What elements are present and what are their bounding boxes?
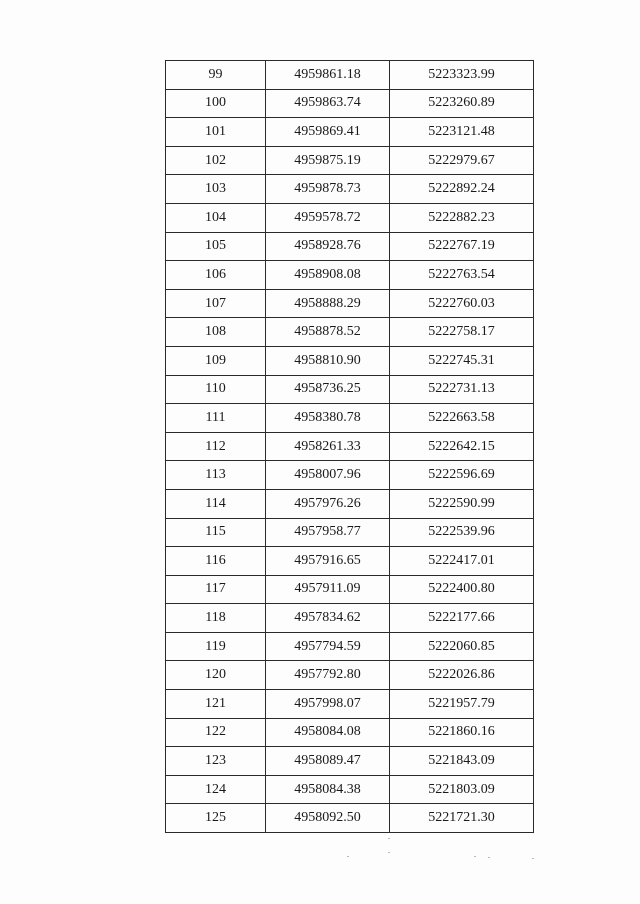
y-coordinate-cell: 5222590.99 xyxy=(390,489,534,518)
x-coordinate-cell: 4958878.52 xyxy=(266,318,390,347)
y-coordinate-cell: 5222177.66 xyxy=(390,604,534,633)
y-coordinate-cell: 5222767.19 xyxy=(390,232,534,261)
x-coordinate-cell: 4958261.33 xyxy=(266,432,390,461)
y-coordinate-cell: 5222760.03 xyxy=(390,289,534,318)
x-coordinate-cell: 4959875.19 xyxy=(266,146,390,175)
table-row xyxy=(166,747,534,776)
point-number-cell: 99 xyxy=(166,61,266,90)
point-number-cell: 104 xyxy=(166,203,266,232)
point-number-cell: 110 xyxy=(166,375,266,404)
table-row xyxy=(166,175,534,204)
y-coordinate-cell: 5221803.09 xyxy=(390,775,534,804)
y-coordinate-cell: 5222731.13 xyxy=(390,375,534,404)
x-coordinate-cell: 4958888.29 xyxy=(266,289,390,318)
scan-speck xyxy=(347,856,349,857)
point-number-cell: 101 xyxy=(166,118,266,147)
table-row xyxy=(166,261,534,290)
x-coordinate-cell: 4957958.77 xyxy=(266,518,390,547)
table-row xyxy=(166,232,534,261)
table-row xyxy=(166,775,534,804)
x-coordinate-cell: 4957794.59 xyxy=(266,632,390,661)
point-number-cell: 120 xyxy=(166,661,266,690)
x-coordinate-cell: 4958736.25 xyxy=(266,375,390,404)
point-number-cell: 118 xyxy=(166,604,266,633)
y-coordinate-cell: 5221860.16 xyxy=(390,718,534,747)
x-coordinate-cell: 4957911.09 xyxy=(266,575,390,604)
point-number-cell: 124 xyxy=(166,775,266,804)
y-coordinate-cell: 5222745.31 xyxy=(390,346,534,375)
y-coordinate-cell: 5223121.48 xyxy=(390,118,534,147)
point-number-cell: 105 xyxy=(166,232,266,261)
x-coordinate-cell: 4957976.26 xyxy=(266,489,390,518)
x-coordinate-cell: 4959578.72 xyxy=(266,203,390,232)
table-row xyxy=(166,432,534,461)
point-number-cell: 112 xyxy=(166,432,266,461)
x-coordinate-cell: 4959861.18 xyxy=(266,61,390,90)
y-coordinate-cell: 5221843.09 xyxy=(390,747,534,776)
table-row xyxy=(166,289,534,318)
point-number-cell: 122 xyxy=(166,718,266,747)
y-coordinate-cell: 5222758.17 xyxy=(390,318,534,347)
y-coordinate-cell: 5222892.24 xyxy=(390,175,534,204)
point-number-cell: 115 xyxy=(166,518,266,547)
coordinates-table-body xyxy=(166,61,534,833)
x-coordinate-cell: 4958084.08 xyxy=(266,718,390,747)
x-coordinate-cell: 4958928.76 xyxy=(266,232,390,261)
y-coordinate-cell: 5223260.89 xyxy=(390,89,534,118)
table-row xyxy=(166,461,534,490)
y-coordinate-cell: 5222979.67 xyxy=(390,146,534,175)
point-number-cell: 119 xyxy=(166,632,266,661)
point-number-cell: 114 xyxy=(166,489,266,518)
x-coordinate-cell: 4958908.08 xyxy=(266,261,390,290)
point-number-cell: 102 xyxy=(166,146,266,175)
table-row xyxy=(166,318,534,347)
y-coordinate-cell: 5222596.69 xyxy=(390,461,534,490)
x-coordinate-cell: 4958084.38 xyxy=(266,775,390,804)
y-coordinate-cell: 5221721.30 xyxy=(390,804,534,833)
x-coordinate-cell: 4958089.47 xyxy=(266,747,390,776)
x-coordinate-cell: 4958007.96 xyxy=(266,461,390,490)
x-coordinate-cell: 4957834.62 xyxy=(266,604,390,633)
y-coordinate-cell: 5222763.54 xyxy=(390,261,534,290)
table-row xyxy=(166,575,534,604)
scan-speck xyxy=(474,856,476,857)
table-row xyxy=(166,203,534,232)
x-coordinate-cell: 4957998.07 xyxy=(266,690,390,719)
table-row xyxy=(166,718,534,747)
point-number-cell: 116 xyxy=(166,547,266,576)
table-row xyxy=(166,375,534,404)
x-coordinate-cell: 4958810.90 xyxy=(266,346,390,375)
table-row xyxy=(166,118,534,147)
point-number-cell: 111 xyxy=(166,404,266,433)
table-row xyxy=(166,604,534,633)
point-number-cell: 117 xyxy=(166,575,266,604)
table-row xyxy=(166,690,534,719)
scan-speck xyxy=(532,858,534,859)
point-number-cell: 107 xyxy=(166,289,266,318)
point-number-cell: 106 xyxy=(166,261,266,290)
x-coordinate-cell: 4957792.80 xyxy=(266,661,390,690)
point-number-cell: 125 xyxy=(166,804,266,833)
scan-speck xyxy=(388,838,390,839)
y-coordinate-cell: 5222882.23 xyxy=(390,203,534,232)
table-row xyxy=(166,346,534,375)
point-number-cell: 108 xyxy=(166,318,266,347)
table-row xyxy=(166,404,534,433)
table-row xyxy=(166,547,534,576)
table-row xyxy=(166,89,534,118)
scan-speck xyxy=(488,857,490,858)
x-coordinate-cell: 4959878.73 xyxy=(266,175,390,204)
point-number-cell: 121 xyxy=(166,690,266,719)
x-coordinate-cell: 4959863.74 xyxy=(266,89,390,118)
point-number-cell: 123 xyxy=(166,747,266,776)
y-coordinate-cell: 5221957.79 xyxy=(390,690,534,719)
y-coordinate-cell: 5223323.99 xyxy=(390,61,534,90)
y-coordinate-cell: 5222539.96 xyxy=(390,518,534,547)
scan-speck xyxy=(388,852,390,853)
point-number-cell: 109 xyxy=(166,346,266,375)
point-number-cell: 113 xyxy=(166,461,266,490)
y-coordinate-cell: 5222400.80 xyxy=(390,575,534,604)
coordinates-table xyxy=(165,60,534,833)
table-row xyxy=(166,632,534,661)
table-row xyxy=(166,146,534,175)
point-number-cell: 103 xyxy=(166,175,266,204)
x-coordinate-cell: 4958380.78 xyxy=(266,404,390,433)
y-coordinate-cell: 5222060.85 xyxy=(390,632,534,661)
x-coordinate-cell: 4957916.65 xyxy=(266,547,390,576)
table-row xyxy=(166,518,534,547)
x-coordinate-cell: 4958092.50 xyxy=(266,804,390,833)
table-row xyxy=(166,489,534,518)
table-row xyxy=(166,661,534,690)
y-coordinate-cell: 5222663.58 xyxy=(390,404,534,433)
y-coordinate-cell: 5222642.15 xyxy=(390,432,534,461)
y-coordinate-cell: 5222417.01 xyxy=(390,547,534,576)
table-row xyxy=(166,804,534,833)
x-coordinate-cell: 4959869.41 xyxy=(266,118,390,147)
table-row xyxy=(166,61,534,90)
point-number-cell: 100 xyxy=(166,89,266,118)
y-coordinate-cell: 5222026.86 xyxy=(390,661,534,690)
